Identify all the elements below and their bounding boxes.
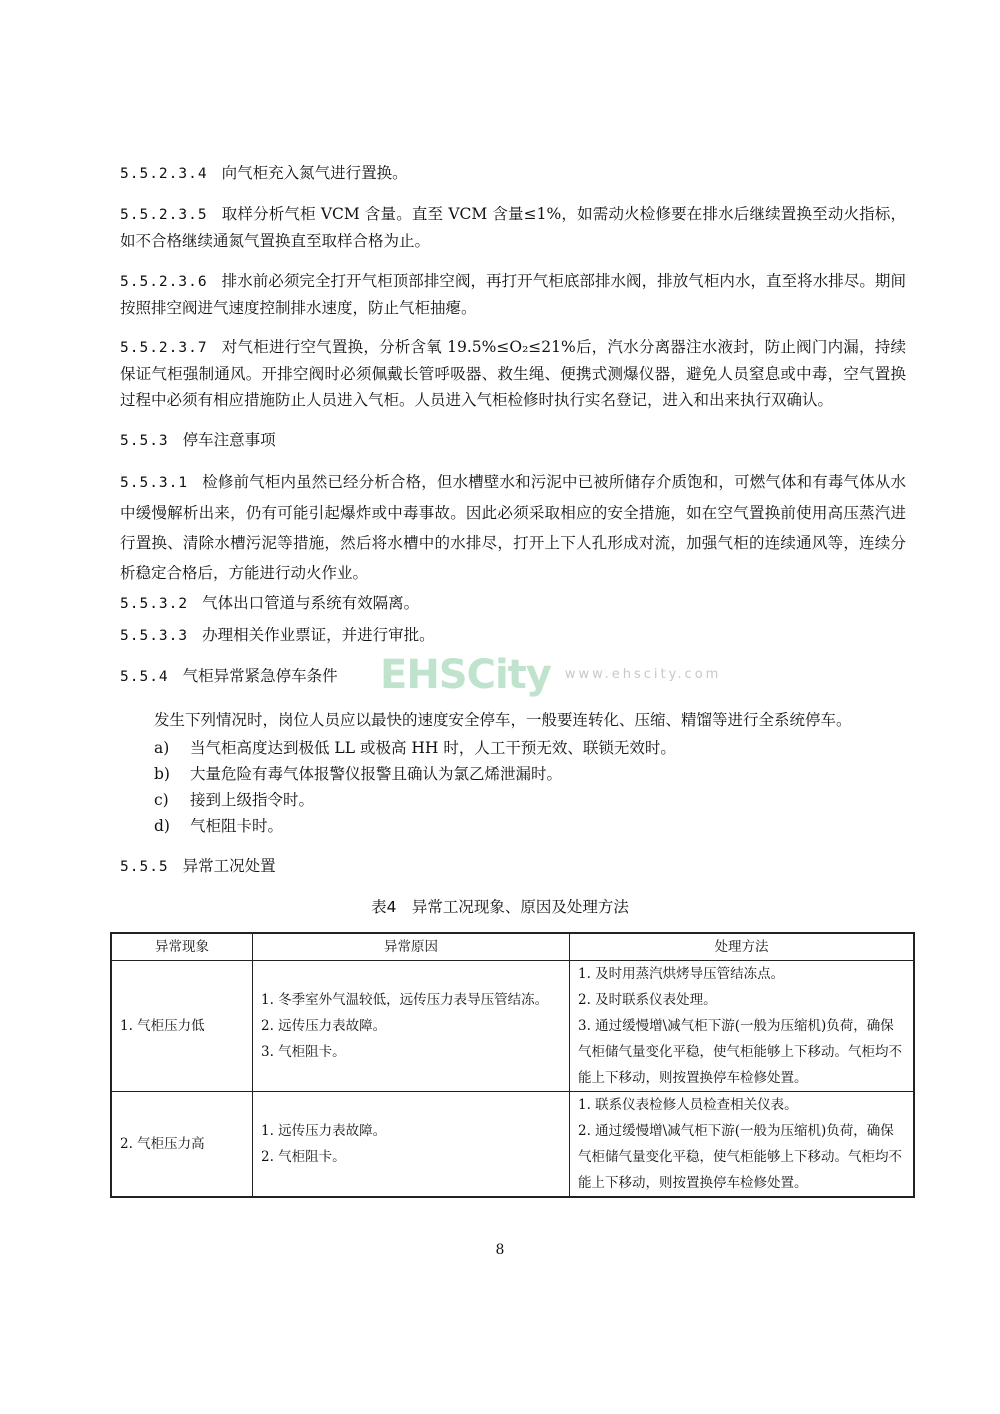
intro-paragraph: 发生下列情况时，岗位人员应以最快的速度安全停车，一般要连转化、压缩、精馏等进行全系统停车。 (154, 711, 852, 729)
page-content (120, 160, 906, 1360)
cause-line: 3. 气柜阻卡。 (261, 1044, 346, 1060)
method-line: 1. 联系仪表检修人员检查相关仪表。 (578, 1097, 798, 1113)
heading-5-5-3: 5.5.3 停车注意事项 (120, 431, 276, 449)
phenomenon-text: 2. 气柜压力高 (120, 1136, 205, 1152)
list-item: d) 气柜阻卡时。 (154, 817, 284, 835)
cause-line: 2. 远传压力表故障。 (261, 1018, 387, 1034)
column-header: 异常现象 (111, 933, 253, 961)
list-item: c) 接到上级指令时。 (154, 791, 315, 809)
cause-line: 1. 冬季室外气温较低，远传压力表导压管结冻。 (261, 992, 549, 1008)
phenomenon-text: 1. 气柜压力低 (120, 1018, 205, 1034)
watermark-logo: EHSCity www.ehscity.com (380, 652, 722, 698)
clause-5-5-3-3: 5.5.3.3 办理相关作业票证，并进行审批。 (120, 626, 435, 644)
clause-5-5-3-1: 5.5.3.1 检修前气柜内虽然已经分析合格，但水槽壁水和污泥中已被所储存介质饱和，可燃气体和有毒气体从水中缓慢解析出来，仍有可能引起爆炸或中毒事故。因此必须采取相应的安全措施，如在空气置换前使用高压蒸汽进行置换、清除水槽污泥等措施，然后将水槽中的水排尽，打开上下人孔形成对流，加强气柜的连续通风等，连续分析稳定合格后，方能进行动火作业。 (120, 473, 906, 582)
method-line: 3. 通过缓慢增\减气柜下游(一般为压缩机)负荷，确保气柜储气量变化平稳，使气柜能够上下移动。气柜均不能上下移动，则按置换停车检修处置。 (578, 1018, 902, 1086)
list-item: b) 大量危险有毒气体报警仪报警且确认为氯乙烯泄漏时。 (154, 765, 563, 783)
cause-line: 2. 气柜阻卡。 (261, 1149, 346, 1165)
phenomenon-cell (111, 1092, 253, 1198)
column-header: 异常原因 (253, 933, 570, 961)
method-line: 2. 通过缓慢增\减气柜下游(一般为压缩机)负荷，确保气柜储气量变化平稳，使气柜能够上下移动。气柜均不能上下移动，则按置换停车检修处置。 (578, 1123, 902, 1191)
heading-5-5-5: 5.5.5 异常工况处置 (120, 857, 276, 875)
abnormal-conditions-table (110, 932, 915, 1198)
table-header-row (111, 933, 914, 961)
clause-5-5-2-3-5: 5.5.2.3.5 取样分析气柜 VCM 含量。直至 VCM 含量≤1%，如需动火检修要在排水后继续置换至动火指标，如不合格继续通氮气置换直至取样合格为止。 (120, 205, 906, 250)
method-line: 1. 及时用蒸汽烘烤导压管结冻点。 (578, 966, 785, 982)
clause-5-5-2-3-6: 5.5.2.3.6 排水前必须完全打开气柜顶部排空阀，再打开气柜底部排水阀，排放气柜内水，直至将水排尽。期间按照排空阀进气速度控制排水速度，防止气柜抽瘪。 (120, 272, 906, 317)
column-header: 处理方法 (570, 933, 915, 961)
heading-5-5-4: 5.5.4 气柜异常紧急停车条件 EHSCity www.ehscity.com (120, 652, 722, 698)
watermark-subtext: www.ehscity.com (564, 667, 722, 682)
table-row (111, 1092, 914, 1198)
clause-5-5-2-3-7: 5.5.2.3.7 对气柜进行空气置换，分析含氧 19.5%≤O₂≤21%后，汽水分离器注水液封，防止阀门内漏，持续保证气柜强制通风。开排空阀时必须佩戴长管呼吸器、救生绳、便携式测爆仪器，避免人员窒息或中毒，空气置换过程中必须有相应措施防止人员进入气柜。人员进入气柜检修时执行实名登记，进入和出来执行双确认。 (120, 338, 906, 409)
page-number: 8 (495, 1242, 505, 1258)
list-item: a) 当气柜高度达到极低 LL 或极高 HH 时，人工干预无效、联锁无效时。 (154, 739, 676, 757)
table-row (111, 961, 914, 1092)
phenomenon-cell (111, 961, 253, 1092)
method-cell (570, 961, 915, 1092)
table-caption: 表4 异常工况现象、原因及处理方法 (371, 898, 629, 916)
clause-5-5-3-2: 5.5.3.2 气体出口管道与系统有效隔离。 (120, 594, 420, 612)
cause-cell (253, 961, 570, 1092)
method-line: 2. 及时联系仪表处理。 (578, 992, 717, 1008)
clause-5-5-2-3-4: 5.5.2.3.4 向气柜充入氮气进行置换。 (120, 164, 408, 182)
cause-cell (253, 1092, 570, 1198)
cause-line: 1. 远传压力表故障。 (261, 1123, 387, 1139)
method-cell (570, 1092, 915, 1198)
